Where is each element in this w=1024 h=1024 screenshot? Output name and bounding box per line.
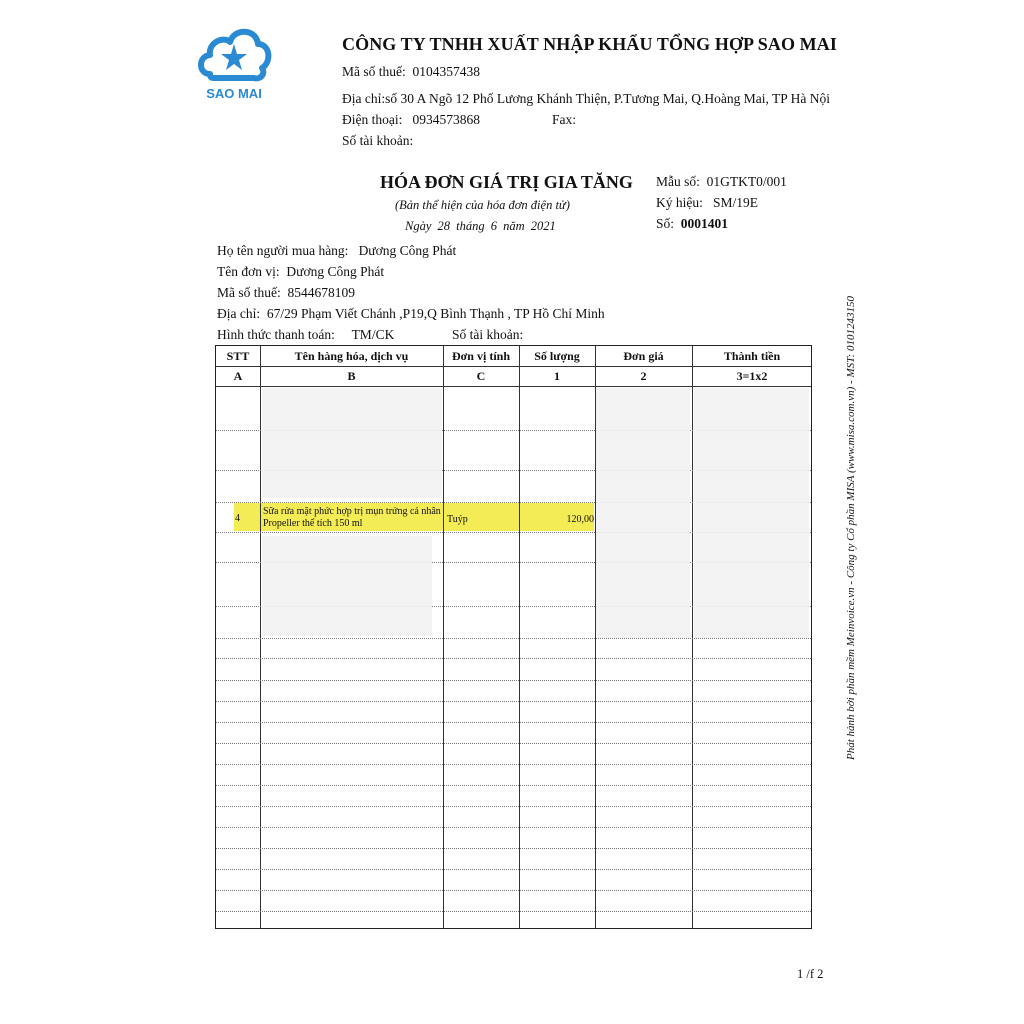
buyer-name: Họ tên người mua hàng: Dương Công Phát xyxy=(217,243,457,258)
company-name: CÔNG TY TNHH XUẤT NHẬP KHẨU TỔNG HỢP SAO MAI xyxy=(342,34,837,54)
redacted-area xyxy=(262,388,442,498)
invoice-subtitle: (Bản thể hiện của hóa đơn điện tử) xyxy=(395,198,570,212)
header-amount: Thành tiền xyxy=(723,349,781,363)
buyer-address: Địa chỉ: 67/29 Phạm Viết Chánh ,P19,Q Bình Thạnh , TP Hồ Chí Minh xyxy=(217,306,605,321)
header-quantity: Số lượng xyxy=(534,349,580,363)
item-stt: 4 xyxy=(235,513,240,524)
header-unit-price: Đơn giá xyxy=(623,349,664,363)
company-fax: Fax: xyxy=(552,112,577,127)
invoice-date: Ngày 28 tháng 6 năm 2021 xyxy=(405,219,556,233)
company-tax-code: Mã số thuế: 0104357438 xyxy=(342,64,480,79)
item-unit: Tuýp xyxy=(447,514,468,525)
invoice-items-table xyxy=(215,345,812,929)
redacted-area xyxy=(262,536,432,636)
redacted-area xyxy=(596,388,690,638)
header-item-name: Tên hàng hóa, dịch vụ xyxy=(294,349,409,363)
buyer-payment-method: Hình thức thanh toán: TM/CK xyxy=(217,327,395,342)
invoice-symbol: Ký hiệu: SM/19E xyxy=(656,195,759,210)
buyer-bank-account: Số tài khoản: xyxy=(452,327,524,342)
item-quantity: 120,00 xyxy=(566,514,594,525)
invoice-form: Mẫu số: 01GTKT0/001 xyxy=(656,174,787,189)
code-stt: A xyxy=(233,369,243,383)
header-stt: STT xyxy=(226,349,250,363)
cloud-star-logo-icon xyxy=(196,22,272,106)
buyer-unit: Tên đơn vị: Dương Công Phát xyxy=(217,264,385,279)
software-issuer-note: Phát hành bởi phần mềm Meinvoice.vn - Công ty Cổ phần MISA (www.misa.com.vn) - MST: 0101243150 xyxy=(845,295,857,760)
code-unit: C xyxy=(476,369,486,383)
company-address: Địa chỉ:số 30 A Ngõ 12 Phố Lương Khánh Thiện, P.Tương Mai, Q.Hoàng Mai, TP Hà Nội xyxy=(342,91,831,106)
svg-text:SAO MAI: SAO MAI xyxy=(206,86,262,101)
company-logo xyxy=(196,22,272,106)
invoice-number: Số: 0001401 xyxy=(656,216,729,231)
item-name: Sữa rửa mặt phức hợp trị mụn trứng cá nhân Propeller thể tích 150 ml xyxy=(263,506,441,529)
page-number: 1 /f 2 xyxy=(797,967,824,981)
code-item-name: B xyxy=(347,369,356,383)
company-bank-account: Số tài khoản: xyxy=(342,133,414,148)
code-quantity: 1 xyxy=(554,369,560,383)
redacted-area xyxy=(694,388,809,638)
buyer-tax-code: Mã số thuế: 8544678109 xyxy=(217,285,355,300)
code-amount: 3=1x2 xyxy=(736,369,768,383)
invoice-title: HÓA ĐƠN GIÁ TRỊ GIA TĂNG xyxy=(380,172,633,192)
company-phone: Điện thoại: 0934573868 xyxy=(342,112,480,127)
header-unit: Đơn vị tính xyxy=(452,349,510,363)
code-unit-price: 2 xyxy=(640,369,647,383)
